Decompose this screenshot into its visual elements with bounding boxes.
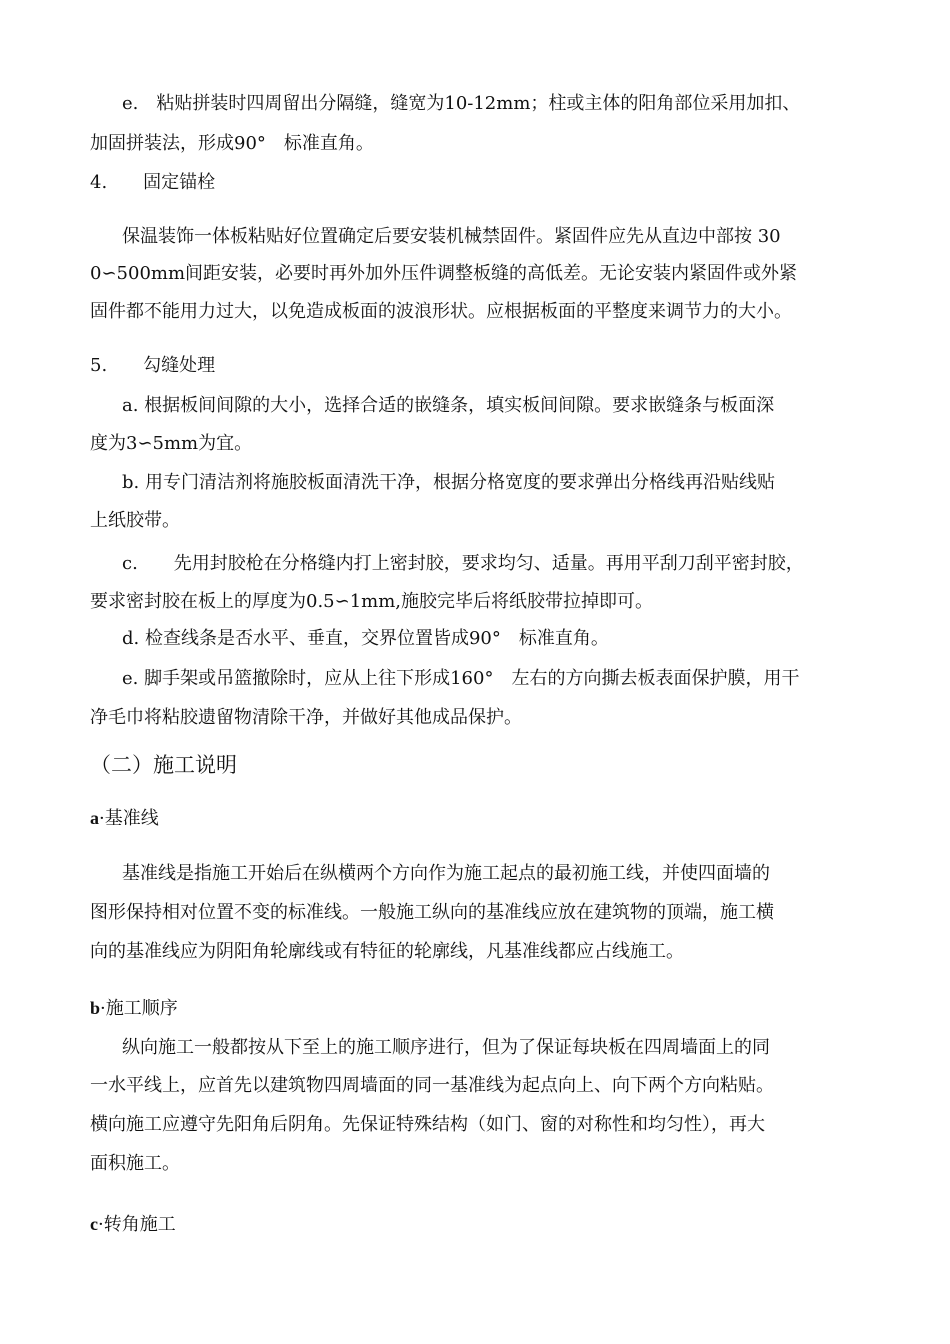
paragraph-line: e. 脚手架或吊篮撤除时，应从上往下形成160° 左右的方向撕去板表面保护膜，用干 xyxy=(122,668,800,689)
chapter-heading: （二）施工说明 xyxy=(90,753,237,777)
section-heading: 4. 固定锚栓 xyxy=(90,172,216,193)
paragraph-line: d. 检查线条是否水平、垂直，交界位置皆成90° 标准直角。 xyxy=(122,628,609,649)
subsection-letter: c xyxy=(90,1214,98,1234)
paragraph-line: a. 根据板间间隙的大小，选择合适的嵌缝条，填实板间间隙。要求嵌缝条与板面深 xyxy=(122,395,775,416)
paragraph-line: 图形保持相对位置不变的标准线。一般施工纵向的基准线应放在建筑物的顶端，施工横 xyxy=(90,902,774,923)
paragraph-line: 向的基准线应为阴阳角轮廓线或有特征的轮廓线，凡基准线都应占线施工。 xyxy=(90,941,684,962)
section-heading: 5. 勾缝处理 xyxy=(90,355,216,376)
subsection-title: ·基准线 xyxy=(99,808,159,829)
subsection-heading xyxy=(90,996,178,1021)
paragraph-line: 上纸胶带。 xyxy=(90,510,180,531)
paragraph-line: 保温装饰一体板粘贴好位置确定后要安装机械禁固件。紧固件应先从直边中部按 30 xyxy=(122,226,781,247)
paragraph-line: 基准线是指施工开始后在纵横两个方向作为施工起点的最初施工线，并使四面墙的 xyxy=(122,863,770,884)
paragraph-line: 纵向施工一般都按从下至上的施工顺序进行，但为了保证每块板在四周墙面上的同 xyxy=(122,1037,770,1058)
subsection-title: ·转角施工 xyxy=(98,1214,176,1235)
paragraph-line: 加固拼装法，形成90° 标准直角。 xyxy=(90,133,374,154)
paragraph-line: 一水平线上，应首先以建筑物四周墙面的同一基准线为起点向上、向下两个方向粘贴。 xyxy=(90,1075,774,1096)
subsection-letter: a xyxy=(90,808,99,828)
paragraph-line: 度为3∽5mm为宜。 xyxy=(90,433,253,454)
paragraph-line: 面积施工。 xyxy=(90,1153,180,1174)
subsection-heading xyxy=(90,806,159,831)
paragraph-line: b. 用专门清洁剂将施胶板面清洗干净，根据分格宽度的要求弹出分格线再沿贴线贴 xyxy=(122,472,775,493)
paragraph-line: 固件都不能用力过大，以免造成板面的波浪形状。应根据板面的平整度来调节力的大小。 xyxy=(90,301,792,322)
subsection-title: ·施工顺序 xyxy=(100,998,178,1019)
paragraph-line: 要求密封胶在板上的厚度为0.5∽1mm,施胶完毕后将纸胶带拉掉即可。 xyxy=(90,591,654,612)
paragraph-line: c. 先用封胶枪在分格缝内打上密封胶，要求均匀、适量。再用平刮刀刮平密封胶， xyxy=(122,553,804,574)
subsection-letter: b xyxy=(90,998,101,1018)
paragraph-line: 净毛巾将粘胶遗留物清除干净，并做好其他成品保护。 xyxy=(90,707,522,728)
paragraph-line: 横向施工应遵守先阳角后阴角。先保证特殊结构（如门、窗的对称性和均匀性），再大 xyxy=(90,1114,765,1135)
paragraph-line: e. 粘贴拼装时四周留出分隔缝，缝宽为10-12mm；柱或主体的阳角部位采用加扣、 xyxy=(122,93,801,114)
subsection-heading xyxy=(90,1212,176,1237)
paragraph-line: 0∽500mm间距安装，必要时再外加外压件调整板缝的高低差。无论安装内紧固件或外紧 xyxy=(90,263,798,284)
